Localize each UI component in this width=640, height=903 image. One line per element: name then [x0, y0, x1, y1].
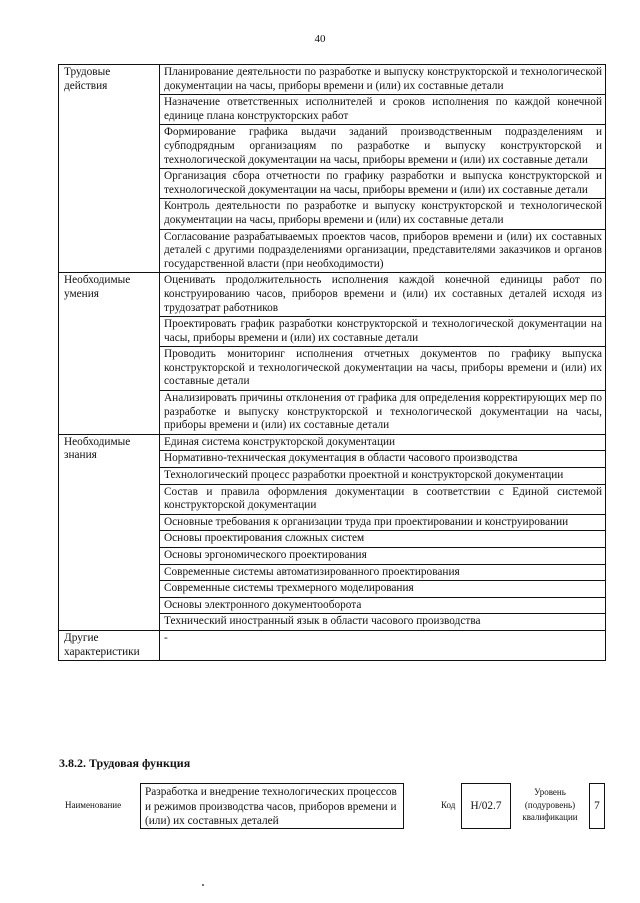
- section-item-cell: Состав и правила оформления документации в соответствии с Единой системой конструкторской документации: [160, 484, 606, 514]
- function-code-label: Код: [441, 800, 456, 810]
- section-item-cell: Основы проектирования сложных систем: [160, 531, 606, 548]
- section-item-cell: Основы электронного документооборота: [160, 597, 606, 614]
- section-item-cell: Технологический процесс разработки проектной и конструкторской документации: [160, 468, 606, 485]
- section-item-cell: Основы эргономического проектирования: [160, 548, 606, 565]
- scan-artifact: [202, 884, 204, 886]
- table-row: [59, 434, 606, 451]
- table-row: [59, 273, 606, 317]
- section-item-cell: Назначение ответственных исполнителей и сроков исполнения по каждой конечной единице плана конструкторских работ: [160, 95, 606, 125]
- section-item-cell: -: [160, 630, 606, 660]
- function-code-value: H/02.7: [461, 783, 511, 829]
- table-row: [59, 65, 606, 95]
- section-item-cell: Проектировать график разработки конструкторской и технологической документации на часы, приборы времени и (или) их составные детали: [160, 317, 606, 347]
- section-item-cell: Планирование деятельности по разработке и выпуску конструкторской и технологической документации на часы, приборы времени и (или) их составные детали: [160, 65, 606, 95]
- function-name-value: Разработка и внедрение технологических процессов и режимов производства часов, приборов времени и (или) их составных деталей: [140, 783, 404, 829]
- section-item-cell: Нормативно-техническая документация в области часового производства: [160, 451, 606, 468]
- section-item-cell: Современные системы трехмерного моделирования: [160, 581, 606, 598]
- section-item-cell: Современные системы автоматизированного проектирования: [160, 564, 606, 581]
- section-item-cell: Основные требования к организации труда при проектировании и конструировании: [160, 514, 606, 531]
- section-item-cell: Анализировать причины отклонения от графика для определения корректирующих мер по разработке и выпуску конструкторской и технологической документации на часы, приборы времени и (или) их составные детали: [160, 391, 606, 435]
- section-category-cell: Другие характеристики: [59, 630, 160, 660]
- qualification-level-label: Уровень (подуровень) квалификации: [522, 787, 578, 822]
- qualification-level-value: 7: [589, 783, 605, 829]
- table-row: [59, 630, 606, 660]
- section-item-cell: Проводить мониторинг исполнения отчетных документов по графику выпуска конструкторской и технологической документации на часы, приборы времени и (или) их составные детали: [160, 347, 606, 391]
- section-category-cell: Необходимые знания: [59, 434, 160, 630]
- section-item-cell: Контроль деятельности по разработке и выпуску конструкторской и технологической документации на часы, приборы времени и (или) их составные детали: [160, 199, 606, 229]
- section-category-cell: Трудовые действия: [59, 65, 160, 273]
- section-item-cell: Согласование разрабатываемых проектов часов, приборов времени и (или) их составных деталей с другими подразделениями организации, представителями заказчиков и органов государственной власти (при необходимости): [160, 229, 606, 273]
- labor-function-table: [58, 64, 606, 661]
- page-number: 40: [314, 33, 326, 45]
- section-item-cell: Организация сбора отчетности по графику разработки и выпуска конструкторской и технологической документации на часы, приборы времени и (или) их составные детали: [160, 169, 606, 199]
- section-title: 3.8.2. Трудовая функция: [59, 756, 191, 770]
- section-item-cell: Оценивать продолжительность исполнения каждой конечной единицы работ по конструированию часов, приборов времени и (или) их составных деталей исходя из трудозатрат работников: [160, 273, 606, 317]
- section-item-cell: Формирование графика выдачи заданий производственным подразделениям и субподрядным организациям по разработке и выпуску конструкторской и технологической документации на часы, приборы времени и (или) их составные детали: [160, 125, 606, 169]
- section-category-cell: Необходимые умения: [59, 273, 160, 435]
- function-name-label: Наименование: [65, 800, 122, 810]
- section-item-cell: Технический иностранный язык в области часового производства: [160, 614, 606, 631]
- section-item-cell: Единая система конструкторской документации: [160, 434, 606, 451]
